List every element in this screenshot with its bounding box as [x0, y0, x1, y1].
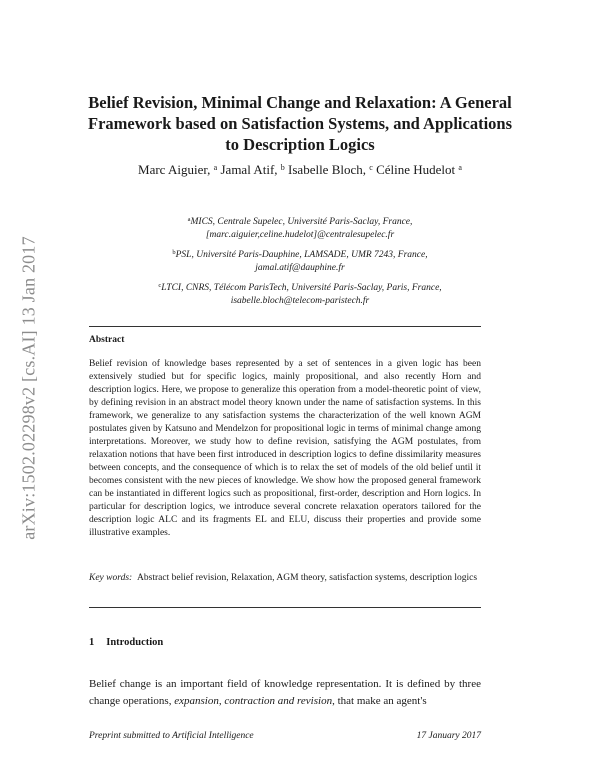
- affiliation-mark: c: [158, 282, 162, 289]
- affiliation-email: isabelle.bloch@telecom-paristech.fr: [230, 296, 370, 306]
- abstract-heading: Abstract: [89, 335, 125, 345]
- keywords-text: Abstract belief revision, Relaxation, AGM theory, satisfaction systems, description logics: [137, 573, 478, 583]
- footer-venue: Preprint submitted to Artificial Intelligence: [89, 731, 254, 741]
- intro-emphasis: expansion, contraction and revision: [174, 695, 333, 707]
- abstract-top-rule: [89, 326, 481, 327]
- section-title: Introduction: [106, 637, 164, 648]
- author-mark: b: [280, 163, 285, 172]
- intro-text-end: , that make an agent's: [332, 695, 427, 707]
- keywords-label: Key words:: [89, 573, 133, 583]
- footer-date: 17 January 2017: [416, 731, 481, 741]
- affiliation-mark: b: [172, 249, 176, 256]
- author-name: Marc Aiguier,: [138, 162, 211, 177]
- affiliation-line: LTCI, CNRS, Télécom ParisTech, Université Paris-Saclay, Paris, France,: [161, 283, 442, 293]
- affiliation-email: [marc.aiguier,celine.hudelot]@centralesupelec.fr: [205, 230, 395, 240]
- author-mark: a: [458, 163, 462, 172]
- affiliation: [110, 279, 490, 308]
- intro-text: Belief change is an important field of knowledge representation. It is defined by three change operations,: [89, 678, 481, 707]
- intro-paragraph: [89, 676, 481, 710]
- affiliation: [110, 246, 490, 275]
- author-mark: a: [213, 163, 218, 172]
- abstract-bottom-rule: [89, 607, 481, 608]
- author-mark: c: [369, 163, 373, 172]
- abstract-text: Belief revision of knowledge bases represented by a set of sentences in a given logic has been extensively studied but for specific logics, mainly propositional, and also recently Horn and description logics. Here, we propose to generalize this operation from a model-theoretic point of view, by defining revision in an abstract model theory known under the name of satisfaction systems. In this framework, we generalize to any satisfaction systems the characterization of the well known AGM postulates given by Katsuno and Mendelzon for propositional logic in terms of minimal change among interpretations. Moreover, we study how to define revision, satisfying the AGM postulates, from relaxation notions that have been first introduced in description logics to define dissimilarity measures between concepts, and the consequence of which is to relax the set of models of the old belief until it becomes consistent with the new pieces of knowledge. We show how the proposed general framework can be instantiated in different logics such as propositional, first-order, description and Horn logics. In particular for description logics, we introduce several concrete relaxation operators tailored for the description logic ALC and its fragments EL and ELU, discuss their properties and provide some illustrative examples.: [89, 359, 481, 538]
- section-heading: [89, 637, 163, 648]
- affiliation-email: jamal.atif@dauphine.fr: [255, 263, 345, 273]
- page-footer: [89, 731, 481, 741]
- arxiv-stamp: arXiv:1502.02298v2 [cs.AI] 13 Jan 2017: [18, 236, 39, 540]
- author-name: Isabelle Bloch,: [288, 162, 367, 177]
- paper-title: Belief Revision, Minimal Change and Relaxation: A General Framework based on Satisfaction Systems, and Applications to Description Logics: [88, 93, 512, 154]
- author-name: Céline Hudelot: [376, 162, 456, 177]
- affiliation: [110, 213, 490, 242]
- keywords: [89, 572, 481, 585]
- affiliation-mark: a: [187, 216, 191, 223]
- author-list: [60, 162, 540, 178]
- section-number: 1: [89, 637, 95, 648]
- affiliation-line: PSL, Université Paris-Dauphine, LAMSADE, UMR 7243, France,: [175, 250, 428, 260]
- affiliation-line: MICS, Centrale Supelec, Université Paris-Saclay, France,: [190, 217, 413, 227]
- author-name: Jamal Atif,: [220, 162, 278, 177]
